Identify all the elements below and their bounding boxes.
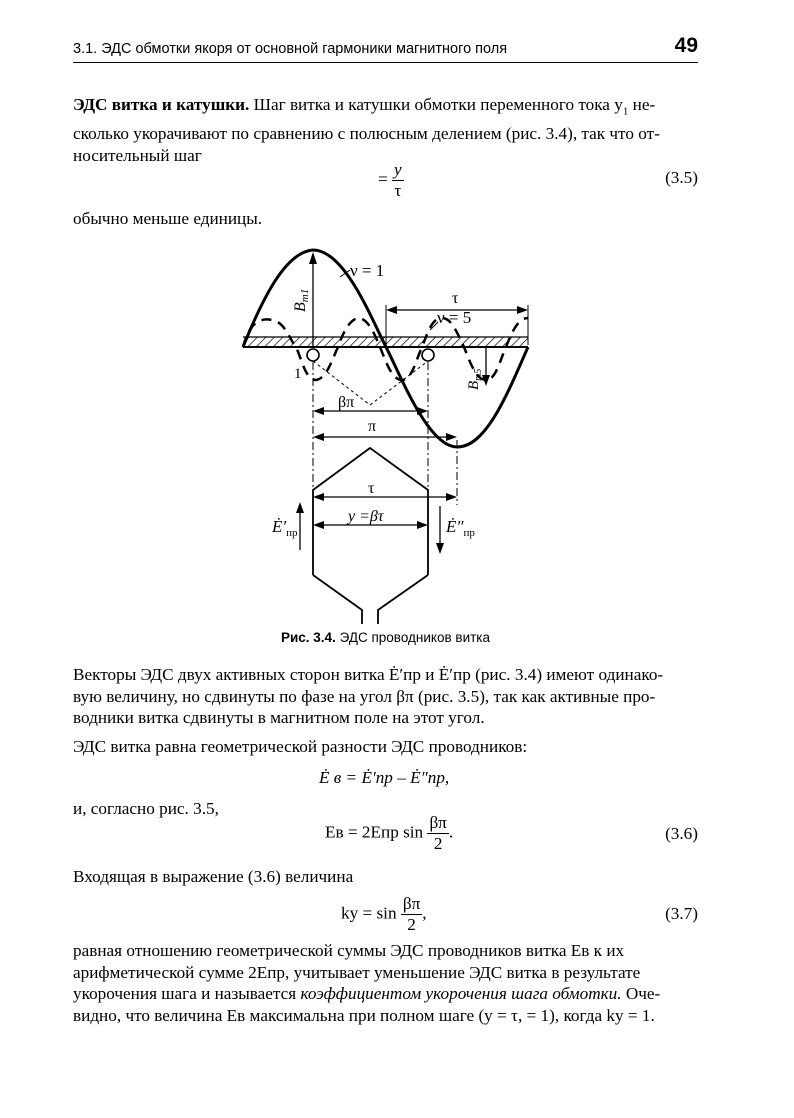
para7-line4: видно, что величина Eв максимальна при полном шаге (y = τ, = 1), когда kу = 1. (73, 1005, 655, 1025)
para1-line1-end: не- (632, 95, 656, 114)
caption-prefix: Рис. 3.4. (280, 630, 336, 645)
tau-label-top: τ (452, 290, 459, 307)
tau2-arrow-left (313, 493, 324, 501)
paragraph-emf-vectors (73, 664, 698, 729)
pi-arrow-left (313, 433, 324, 441)
eq37-lhs: kу = sin (341, 903, 397, 923)
eq36-tail: . (448, 822, 454, 842)
equation-3-6 (325, 813, 453, 854)
y-arrow-right (417, 521, 428, 529)
nu5-label: ν = 5 (437, 308, 472, 327)
eq36-num: βπ (429, 813, 447, 832)
conductor-1 (307, 349, 319, 361)
pitch-factor-term: коэффициентом укорочения шага обмотки. (300, 984, 622, 1004)
page-number: 49 (674, 34, 698, 57)
para1-sub: 1 (622, 105, 629, 118)
tau-arrow-right (517, 306, 528, 314)
e2-arrowhead (436, 543, 444, 554)
conductor-label-1: 1 (294, 366, 302, 382)
conductor-2 (422, 349, 434, 361)
paragraph-turn-emf-diff: ЭДС витка равна геометрической разности ЭДС проводников: (73, 737, 528, 756)
caption-text: ЭДС проводников витка (339, 630, 491, 645)
para1-line1: Шаг витка и катушки обмотки переменного тока y (253, 95, 623, 114)
figure-caption (73, 630, 698, 645)
para7-line1: равная отношению геометрической суммы ЭДС проводников витка Eв к их (73, 941, 625, 960)
paragraph-less-than-one: обычно меньше единицы. (73, 209, 263, 228)
para1-line3: носительный шаг (73, 145, 202, 165)
bm1-label: Bm1 (292, 288, 311, 312)
eq37-den: 2 (407, 915, 416, 934)
paragraph-pitch-factor (73, 940, 698, 1026)
bm5-label: $B_{m5}$ (466, 368, 484, 390)
eq35-den: τ (394, 181, 402, 200)
tau2-arrow-right (446, 493, 457, 501)
eq36-lhs: Eв = 2Eпр sin (325, 822, 424, 842)
para3-line2: вую величину, но сдвинуты по фазе на угол βπ (рис. 3.5), так как активные про- (73, 686, 656, 706)
coil-bottom-right (378, 575, 428, 624)
para1-line2: сколько укорачивают по сравнению с полюсным делением (рис. 3.4), так что от- (73, 124, 660, 144)
header-title: 3.1. ЭДС обмотки якоря от основной гармоники магнитного поля (73, 41, 508, 57)
equation-3-7 (341, 894, 427, 935)
para7-line2: арифметической сумме 2Eпр, учитывает уменьшение ЭДС витка в результате (73, 962, 641, 982)
para3-line1: Векторы ЭДС двух активных сторон витка Ė′пр и Ė′пр (рис. 3.4) имеют одинако- (73, 665, 664, 684)
eq36-number: (3.6) (665, 824, 698, 843)
para7-line3b: Оче- (621, 984, 661, 1004)
y-label: y =βτ (348, 508, 384, 525)
eq35-number: (3.5) (665, 168, 698, 187)
eq36-den: 2 (433, 834, 443, 853)
equation-difference: Ė в = Ė′пр – Ė″пр, (319, 768, 450, 787)
tau2-label: τ (368, 480, 375, 497)
y-arrow-left (313, 521, 324, 529)
paragraph-entering: Входящая в выражение (3.6) величина (73, 867, 354, 886)
paragraph-according: и, согласно рис. 3.5, (73, 799, 219, 818)
section-lead: ЭДС витка и катушки. (73, 95, 250, 114)
coil-bottom-left (313, 575, 362, 624)
sine-fundamental (243, 250, 528, 447)
eq37-number: (3.7) (665, 904, 698, 923)
eq35-lhs: = (378, 169, 388, 189)
betapi-label: βπ (338, 394, 355, 411)
e1-label: $Ė'_{пр}$ (272, 517, 298, 539)
pi-arrow-right (446, 433, 457, 441)
para7-line3a: укорочения шага и называется (73, 984, 301, 1004)
e2-label: $Ė''_{пр}$ (446, 517, 475, 539)
eq37-num: βπ (402, 894, 421, 913)
eq35-num: y (394, 160, 402, 179)
bm1-arrowhead (309, 252, 317, 264)
betapi-arrow-left (313, 407, 324, 415)
eq37-tail: , (422, 903, 427, 923)
pi-label: π (368, 418, 377, 435)
tau-arrow-left (386, 306, 397, 314)
e1-arrowhead (296, 502, 304, 513)
nu1-label: ν = 1 (350, 261, 385, 280)
betapi-arrow-right (417, 407, 428, 415)
para3-line3: водники витка сдвинуты в магнитном поле на этот угол. (73, 708, 485, 728)
